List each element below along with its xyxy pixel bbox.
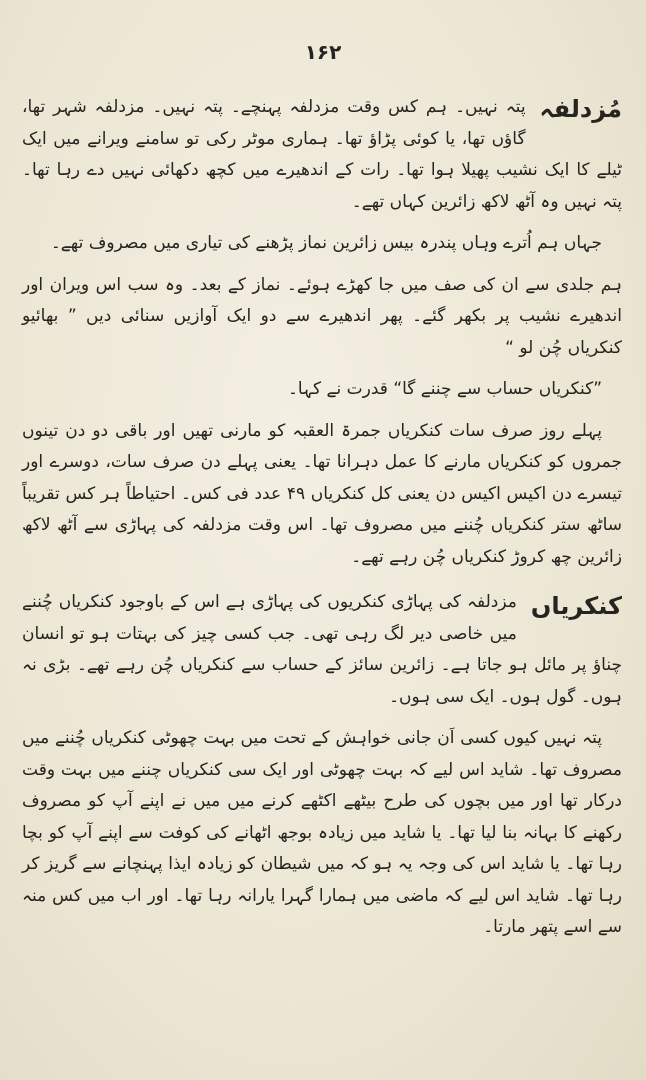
paragraph-4: ”کنکریاں حساب سے چننے گا“ قدرت نے کہا۔ [287, 379, 602, 399]
paragraph-text: مزدلفہ کی پہاڑی کنکریوں کی پہاڑی ہے اس کے باوجود کنکریاں چُننے میں خاصی دیر لگ رہی تھی۔ جب کسی چیز کی بہتات ہو تو انسان چناؤ پر مائل ہو جاتا ہے۔ زائرین سائز کے حساب سے کنکریاں چُن رہے تھے۔ بڑی نہ ہوں۔ گول ہوں۔ ایک سی ہوں۔ [22, 592, 622, 707]
page-body [22, 92, 622, 954]
section-heading-kankariyan: کنکریاں [530, 592, 622, 620]
paragraph-7: پتہ نہیں کیوں کسی اَن جانی خواہش کے تحت میں بہت چھوٹی کنکریاں چُننے میں مصروف تھا۔ شاید اس لیے کہ بہت چھوٹی اور ایک سی کنکریاں چننے میں بہت وقت درکار تھا اور میں بچوں کی طرح بیٹھے اکٹھے کرنے میں میں نے اپنے آپ کو مصروف رکھنے کا بہانہ بنا لیا تھا۔ یا شاید میں زیادہ بوجھ اٹھانے کی کوفت سے اپنے آپ کو بچا رہا تھا۔ یا شاید اس کی وجہ یہ ہو کہ میں شیطان کو زیادہ ایذا پہنچانے سے گریز کر رہا تھا۔ شاید اس لیے کہ ماضی میں ہمارا گہرا یارانہ رہا تھا۔ اور اب میں کس منہ سے اسے پتھر مارتا۔ [22, 728, 622, 937]
paragraph-3: ہم جلدی سے ان کی صف میں جا کھڑے ہوئے۔ نماز کے بعد۔ وہ سب اس ویران اور اندھیرے نشیب پر بکھر گئے۔ پھر اندھیرے سے دو ایک آوازیں سنائی دیں ” بھائیو کنکریاں چُن لو “ [22, 274, 622, 358]
paragraph-2: جہاں ہم اُترے وہاں پندرہ بیس زائرین نماز پڑھنے کی تیاری میں مصروف تھے۔ [50, 233, 602, 253]
paragraph-muzdalifa [22, 92, 622, 218]
page-number: ۱۶۲ [304, 40, 342, 64]
paragraph-text: پتہ نہیں۔ ہم کس وقت مزدلفہ پہنچے۔ پتہ نہیں۔ مزدلفہ شہر تھا، گاؤں تھا، یا کوئی پڑاؤ تھا۔ ہماری موٹر رکی تو سامنے ویرانے میں ایک ٹیلے کا ایک نشیب پھیلا ہوا تھا۔ رات کے اندھیرے میں کچھ دکھائی نہیں دے رہا تھا۔ پتہ نہیں وہ آٹھ لاکھ زائرین کہاں تھے۔ [22, 97, 622, 212]
section-heading-muzdalifa: مُزدلفہ [539, 95, 622, 123]
paragraph-kankariyan [22, 587, 622, 713]
paragraph-5: پہلے روز صرف سات کنکریاں جمرۃ العقبہ کو مارنی تھیں اور باقی دو دن تینوں جمروں کو کنکریاں مارنے کا عمل دہرانا تھا۔ یعنی پہلے دن صرف سات، دوسرے اور تیسرے دن اکیس اکیس دن یعنی کل کنکریاں ۴۹ عدد فی کس۔ احتیاطاً ہر کس تقریباً ساٹھ ستر کنکریاں چُننے میں مصروف تھا۔ اس وقت مزدلفہ کی پہاڑی سے آٹھ لاکھ زائرین چھ کروڑ کنکریاں چُن رہے تھے۔ [22, 420, 622, 567]
